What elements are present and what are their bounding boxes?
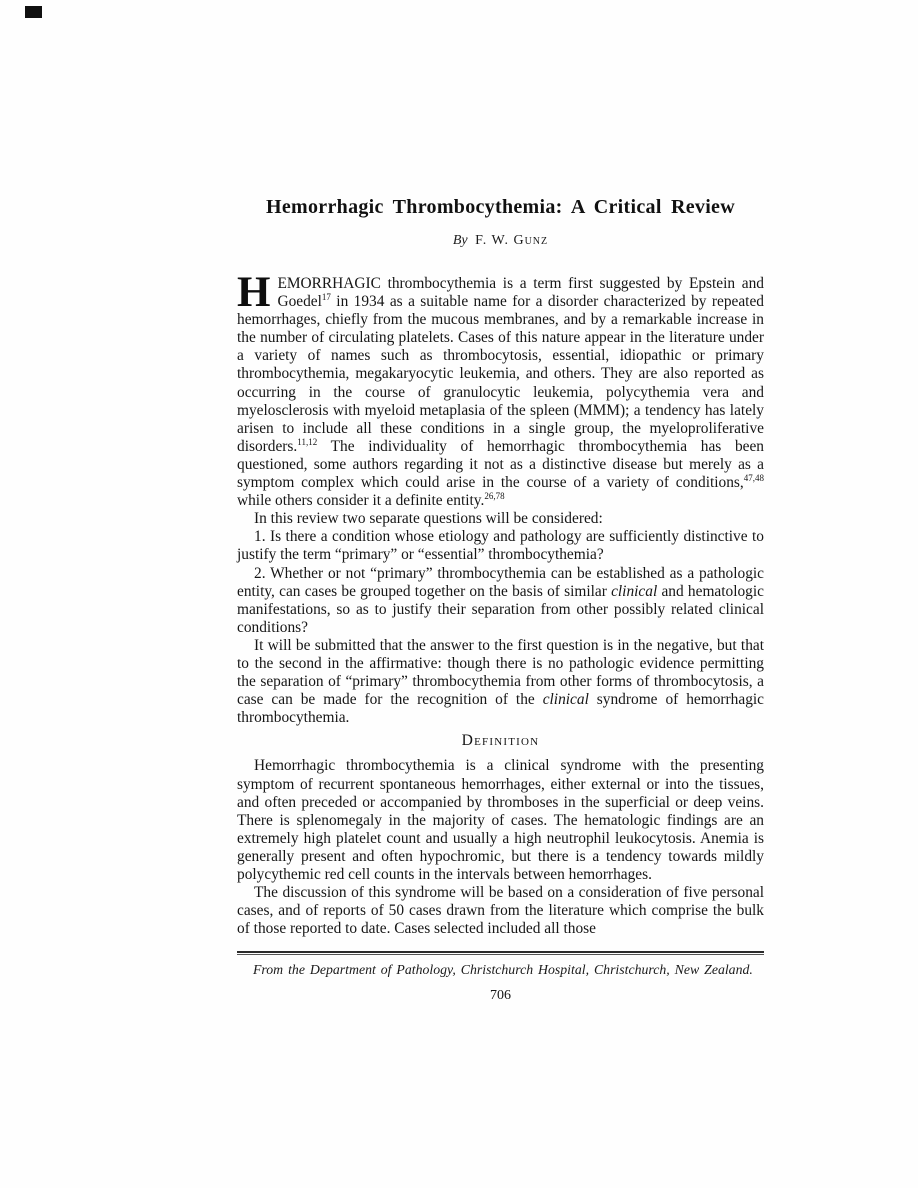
text-segment: syndrome of hemorrhagic thrombocythemia. [237,691,764,727]
paragraph-definition-2: The discussion of this syndrome will be based on a consideration of five personal cases, and of reports of 50 cases drawn from the literature which comprise the bulk of those reported to date. Cases selected included all those [237,884,764,938]
emphasis-text: clinical [542,691,589,709]
footnote-affiliation: From the Department of Pathology, Christchurch Hospital, Christchurch, New Zealand. [253,962,753,978]
article-title: Hemorrhagic Thrombocythemia: A Critical Review [266,196,735,218]
paragraph-question-2 [237,565,764,637]
paragraph-definition-1: Hemorrhagic thrombocythemia is a clinical syndrome with the presenting symptom of recurrent spontaneous hemorrhages, either external or into the tissues, and often preceded or accompanied by thromboses in the superficial or deep veins. There is splenomegaly in the majority of cases. The hematologic findings are an extremely high platelet count and usually a high neutrophil leukocytosis. Anemia is generally present and often hypochromic, but there is a tendency towards mildly polycythemic red cell counts in the intervals between hemorrhages. [237,757,764,883]
page-number: 706 [490,988,511,1004]
page-content-column [237,196,764,1004]
paragraph-submission [237,637,764,727]
emphasis-text: clinical [611,582,658,600]
text-segment: It will be submitted that the answer to the first question is in the negative, but that to the second in the affirmative: though there is no pathologic evidence permitting the separation of “primary” thrombocythemia from other forms of thrombocytosis, a case can be made for the recognition of the [237,636,764,709]
scan-artifact-mark [25,6,42,18]
text-segment: in 1934 as a suitable name for a disorder characterized by repeated hemorrhages, chiefly from the mucous membranes, and by a remarkable increase in the number of circulating platelets. Cases of this nature appear in the literature under a variety of names such as thrombocytosis, essential, idiopathic or primary thrombocythemia, megakaryocytic leukemia, and others. They are also reported as occurring in the course of granulocytic leukemia, polycythemia vera and myelosclerosis with myeloid metaplasia of the spleen (MMM); a tendency has lately arisen to include all these conditions in a single group, the myeloproliferative disorders. [237,293,764,455]
reference-superscript: 47,48 [743,472,764,483]
byline-author: F. W. Gunz [475,233,549,248]
text-segment: and hematologic manifestations, so as to justify their separation from other possibly related clinical conditions? [237,582,764,636]
reference-superscript: 26,78 [484,491,505,501]
byline-by-label: By [452,233,468,248]
byline [237,233,764,249]
text-segment: The individuality of hemorrhagic thrombocythemia has been questioned, some authors regarding it not as a distinctive disease but merely as a symptom complex which could arise in the course of a variety of conditions, [237,437,764,492]
reference-superscript: 17 [321,291,331,302]
paragraph-question-1: 1. Is there a condition whose etiology and pathology are sufficiently distinctive to justify the term “primary” or “essential” thrombocythemia? [237,528,764,564]
drop-cap-letter: H [237,269,271,316]
article-body [237,269,764,938]
text-segment: EMORRHAGIC thrombocythemia is a term first suggested by Epstein and Goedel [277,275,764,311]
paragraph-review-intro: In this review two separate questions will be considered: [254,510,603,528]
text-segment: 2. Whether or not “primary” thrombocythemia can be established as a pathologic entity, can cases be grouped together on the basis of similar [237,564,764,600]
footnote-divider-rule [237,951,764,955]
section-heading-definition: Definition [461,732,540,750]
text-segment: while others consider it a definite entity. [237,492,485,510]
reference-superscript: 11,12 [297,436,318,447]
paragraph-intro [237,269,764,510]
